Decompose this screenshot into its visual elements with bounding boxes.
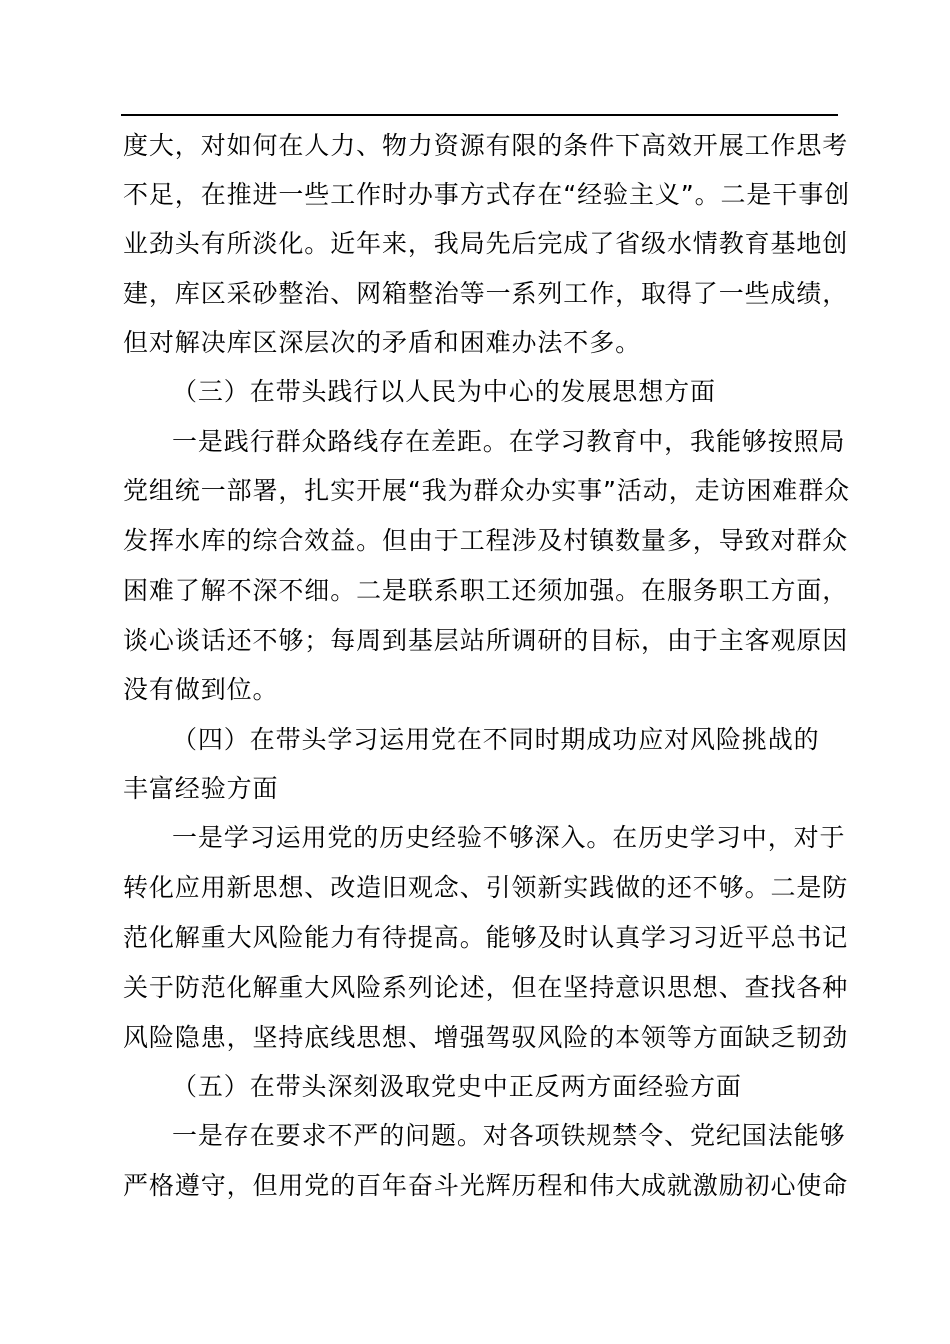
section-heading: （四）在带头学习运用党在不同时期成功应对风险挑战的 [172, 725, 820, 754]
body-line: 但对解决库区深层次的矛盾和困难办法不多。 [123, 328, 642, 357]
body-line: 不足，在推进一些工作时办事方式存在“经验主义”。二是干事创 [123, 180, 851, 209]
section-heading: （五）在带头深刻汲取党史中正反两方面经验方面 [172, 1072, 742, 1101]
body-line: 一是学习运用党的历史经验不够深入。在历史学习中，对于 [172, 823, 846, 852]
body-line: 范化解重大风险能力有待提高。能够及时认真学习习近平总书记 [123, 923, 849, 952]
body-line: 转化应用新思想、改造旧观念、引领新实践做的还不够。二是防 [123, 873, 849, 902]
section-heading-continued: 丰富经验方面 [123, 774, 279, 803]
body-line: 困难了解不深不细。二是联系职工还须加强。在服务职工方面， [123, 576, 849, 605]
section-heading: （三）在带头践行以人民为中心的发展思想方面 [172, 377, 716, 406]
body-line: 建，库区采砂整治、网箱整治等一系列工作，取得了一些成绩， [123, 279, 849, 308]
body-line: 谈心谈话还不够；每周到基层站所调研的目标，由于主客观原因 [123, 626, 849, 655]
body-line: 度大，对如何在人力、物力资源有限的条件下高效开展工作思考 [123, 131, 849, 160]
body-line: 没有做到位。 [123, 675, 279, 704]
body-line: 发挥水库的综合效益。但由于工程涉及村镇数量多，导致对群众 [123, 526, 849, 555]
body-line: 业劲头有所淡化。近年来，我局先后完成了省级水情教育基地创 [123, 229, 849, 258]
body-line: 一是存在要求不严的问题。对各项铁规禁令、党纪国法能够 [172, 1121, 846, 1150]
body-line: 风险隐患，坚持底线思想、增强驾驭风险的本领等方面缺乏韧劲 [123, 1023, 849, 1052]
body-line: 党组统一部署，扎实开展“我为群众办实事”活动，走访困难群众 [123, 476, 851, 505]
body-line: 关于防范化解重大风险系列论述，但在坚持意识思想、查找各种 [123, 973, 849, 1002]
body-line: 严格遵守，但用党的百年奋斗光辉历程和伟大成就激励初心使命 [123, 1171, 849, 1200]
body-line: 一是践行群众路线存在差距。在学习教育中，我能够按照局 [172, 427, 846, 456]
header-rule [121, 114, 838, 116]
